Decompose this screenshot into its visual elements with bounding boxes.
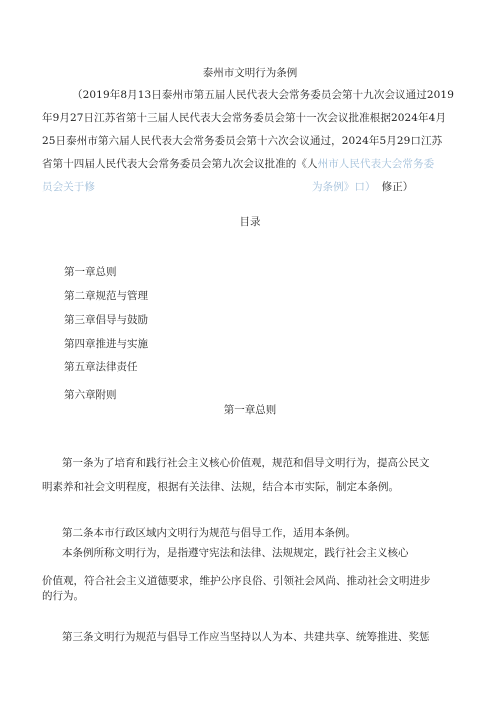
article-1-line-2: 明素养和社会文明程度，根据有关法律、法规，结合本市实际，制定本条例。 <box>42 481 399 493</box>
toc-item-5: 第五章法律责任 <box>64 361 138 373</box>
toc-item-6: 第六章附则 <box>64 389 117 401</box>
article-2-line-3: 价值观，符合社会主义道德要求，维护公序良俗、引领社会风尚、推动社会文明进步 <box>42 575 431 587</box>
toc-heading: 目录 <box>239 216 261 228</box>
article-1-line-1: 第一条为了培育和践行社会主义核心价值观，规范和倡导文明行为，提高公民文 <box>62 457 430 469</box>
document-title: 泰州市文明行为条例 <box>202 67 298 79</box>
note-line-4 <box>42 156 434 171</box>
note-line-1: （2019年8月13日泰州市第五届人民代表大会常务委员会第十九次会议通过2019 <box>72 89 454 101</box>
chapter-1-heading: 第一章总则 <box>223 404 277 416</box>
note-line-5 <box>42 179 95 194</box>
note-line-5-end: 修正） <box>381 181 414 193</box>
article-2-line-1: 第二条本市行政区域内文明行为规范与倡导工作，适用本条例。 <box>62 527 356 539</box>
note-line-3: 25日泰州市第六届人民代表大会常务委员会第十六次会议通过，2024年5月29口江苏 <box>42 135 443 147</box>
article-2-line-4: 的行为。 <box>42 590 84 602</box>
note-line-5-link-tail: 为条例》口） <box>312 181 376 193</box>
article-2-line-2: 本条例所称文明行为，是指遵守宪法和法律、法规规定，践行社会主义核心 <box>62 547 409 559</box>
note-line-5-link: 员会关于修 <box>42 181 95 193</box>
toc-item-2: 第二章规范与管理 <box>64 290 148 302</box>
toc-item-1: 第一章总则 <box>64 266 117 278</box>
note-line-4-link: 州市人民代表大会常务委 <box>317 158 435 170</box>
toc-item-4: 第四章推进与实施 <box>64 338 148 350</box>
toc-item-3: 第三章倡导与鼓励 <box>64 314 148 326</box>
note-line-4-text: 省第十四届人民代表大会常务委员会第九次会议批准的《人 <box>42 158 318 170</box>
note-line-5-tail <box>312 179 413 194</box>
article-3-line-1: 第三条文明行为规范与倡导工作应当坚持以人为本、共建共享、统筹推进、奖惩 <box>62 631 430 643</box>
note-line-2: 年9月27日江苏省第十三届人民代表大会常务委员会第十一次会议批准根据2024年4月 <box>42 112 447 124</box>
